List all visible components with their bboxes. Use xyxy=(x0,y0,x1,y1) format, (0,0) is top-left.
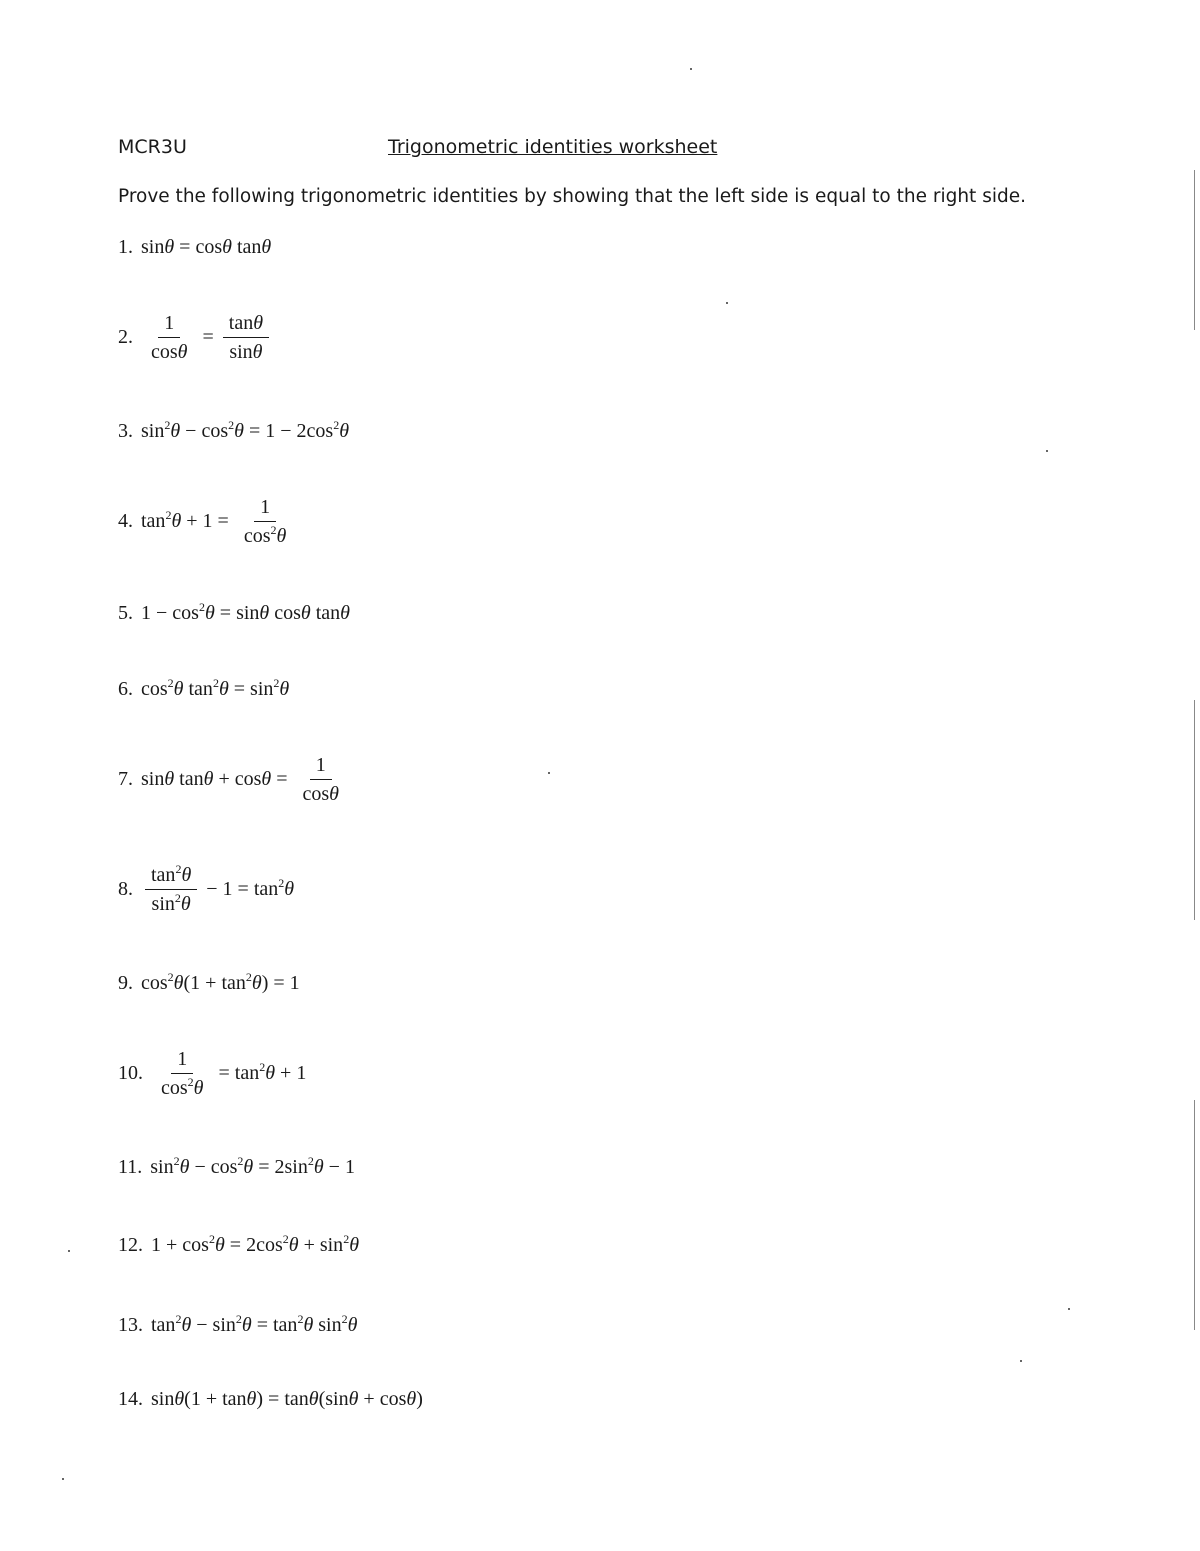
right-fraction xyxy=(238,494,293,549)
left-fraction xyxy=(145,310,194,365)
identity-10 xyxy=(118,1046,306,1101)
right-side: sinθ cosθ tanθ xyxy=(236,602,350,624)
scan-speck xyxy=(1020,1360,1022,1362)
problem-number: 13. xyxy=(118,1314,143,1336)
numerator: 1 xyxy=(254,494,276,522)
problem-number: 4. xyxy=(118,510,133,532)
identity-12 xyxy=(118,1234,359,1257)
problem-number: 7. xyxy=(118,768,133,790)
problem-number: 12. xyxy=(118,1234,143,1256)
right-side: $1 - 2\cos^2\theta$ xyxy=(265,418,350,442)
equals-sign: = xyxy=(174,236,196,258)
right-fraction xyxy=(223,310,269,365)
right-side: $\sin^2\theta$ xyxy=(250,676,290,700)
scan-speck xyxy=(62,1478,64,1480)
denominator: $\cos^2\theta$ xyxy=(243,523,287,547)
identity-11 xyxy=(118,1156,355,1179)
identity-2 xyxy=(118,310,273,365)
problem-number: 9. xyxy=(118,972,133,994)
identity-4 xyxy=(118,494,296,549)
equals-sign: = xyxy=(213,1062,235,1084)
left-side: $\tan^2\theta - \sin^2\theta$ xyxy=(151,1312,252,1336)
numerator: 1 xyxy=(310,752,332,780)
problem-number: 8. xyxy=(118,878,133,900)
identity-5 xyxy=(118,602,350,625)
left-side: $\cos^2\theta$ $\tan^2\theta$ xyxy=(141,676,229,700)
problem-number: 1. xyxy=(118,236,133,258)
scan-speck xyxy=(726,302,728,304)
left-side: $1 - \cos^2\theta$ xyxy=(141,600,215,624)
numerator: 1 xyxy=(158,310,180,338)
identity-8 xyxy=(118,862,294,917)
denominator: $\sin^2\theta$ xyxy=(151,891,191,915)
scan-speck xyxy=(690,68,692,70)
equals-sign: = xyxy=(243,420,266,442)
right-side: cosθ tanθ xyxy=(195,236,272,258)
right-side: $2\sin^2\theta - 1$ xyxy=(274,1154,355,1178)
right-side: $\tan^2\theta$ xyxy=(253,876,295,900)
right-side: $\tan^2\theta + 1$ xyxy=(234,1060,307,1084)
identity-6 xyxy=(118,678,289,701)
problem-number: 11. xyxy=(118,1156,143,1178)
right-side: $\tan^2\theta$ $\sin^2\theta$ xyxy=(273,1312,358,1336)
identity-1 xyxy=(118,236,271,259)
numerator: tanθ xyxy=(223,310,269,338)
left-side: $\tan^2\theta + 1$ xyxy=(141,508,213,532)
scan-speck xyxy=(1068,1308,1070,1310)
identity-3 xyxy=(118,420,349,443)
left-side: $\cos^2\theta(1 + \tan^2\theta)$ xyxy=(141,970,269,994)
equals-sign: = xyxy=(228,678,251,700)
equals-sign: = xyxy=(271,768,293,790)
denominator: sinθ xyxy=(229,341,263,363)
right-side: 1 xyxy=(289,972,300,994)
equals-sign: = xyxy=(224,1234,247,1256)
course-code: MCR3U xyxy=(118,136,187,158)
denominator: $\cos^2\theta$ xyxy=(161,1075,204,1099)
problem-number: 6. xyxy=(118,678,133,700)
equals-sign: = xyxy=(197,326,219,348)
left-side: sinθ tanθ + cosθ xyxy=(141,768,272,790)
right-side: $2\cos^2\theta + \sin^2\theta$ xyxy=(246,1232,360,1256)
equals-sign: = xyxy=(232,878,254,900)
scan-edge-line xyxy=(1194,170,1195,330)
scan-speck xyxy=(1046,450,1048,452)
left-fraction xyxy=(145,862,197,917)
equals-sign: = xyxy=(253,1156,275,1178)
left-side: $\sin^2\theta - \cos^2\theta$ xyxy=(150,1154,254,1178)
left-side: sinθ xyxy=(141,236,175,258)
right-side: tanθ(sinθ + cosθ) xyxy=(284,1388,423,1410)
scan-edge-line xyxy=(1194,1100,1195,1330)
equals-sign: = xyxy=(268,972,290,994)
scan-edge-line xyxy=(1194,700,1195,920)
equals-sign: = xyxy=(214,602,237,624)
numerator: $\tan^2\theta$ xyxy=(145,862,197,890)
left-side-tail: − 1 xyxy=(201,878,233,900)
left-side: $1 + \cos^2\theta$ xyxy=(151,1232,225,1256)
identity-13 xyxy=(118,1314,357,1337)
identity-9 xyxy=(118,972,300,995)
denominator: cosθ xyxy=(302,783,339,805)
worksheet-title: Trigonometric identities worksheet xyxy=(388,136,718,158)
instructions-text: Prove the following trigonometric identities by showing that the left side is equal to the right side. xyxy=(118,186,1026,207)
identity-14 xyxy=(118,1388,423,1411)
left-side: sinθ(1 + tanθ) xyxy=(151,1388,264,1410)
equals-sign: = xyxy=(263,1388,285,1410)
scan-speck xyxy=(548,772,550,774)
numerator: 1 xyxy=(171,1046,193,1074)
identity-7 xyxy=(118,752,349,807)
problem-number: 14. xyxy=(118,1388,143,1410)
left-side: $\sin^2\theta - \cos^2\theta$ xyxy=(141,418,244,442)
right-fraction xyxy=(297,752,346,807)
problem-number: 5. xyxy=(118,602,133,624)
equals-sign: = xyxy=(251,1314,273,1336)
problem-number: 3. xyxy=(118,420,133,442)
left-fraction xyxy=(155,1046,210,1101)
scan-speck xyxy=(68,1250,70,1252)
equals-sign: = xyxy=(212,510,234,532)
problem-number: 10. xyxy=(118,1062,143,1084)
problem-number: 2. xyxy=(118,326,133,348)
denominator: cosθ xyxy=(151,341,188,363)
